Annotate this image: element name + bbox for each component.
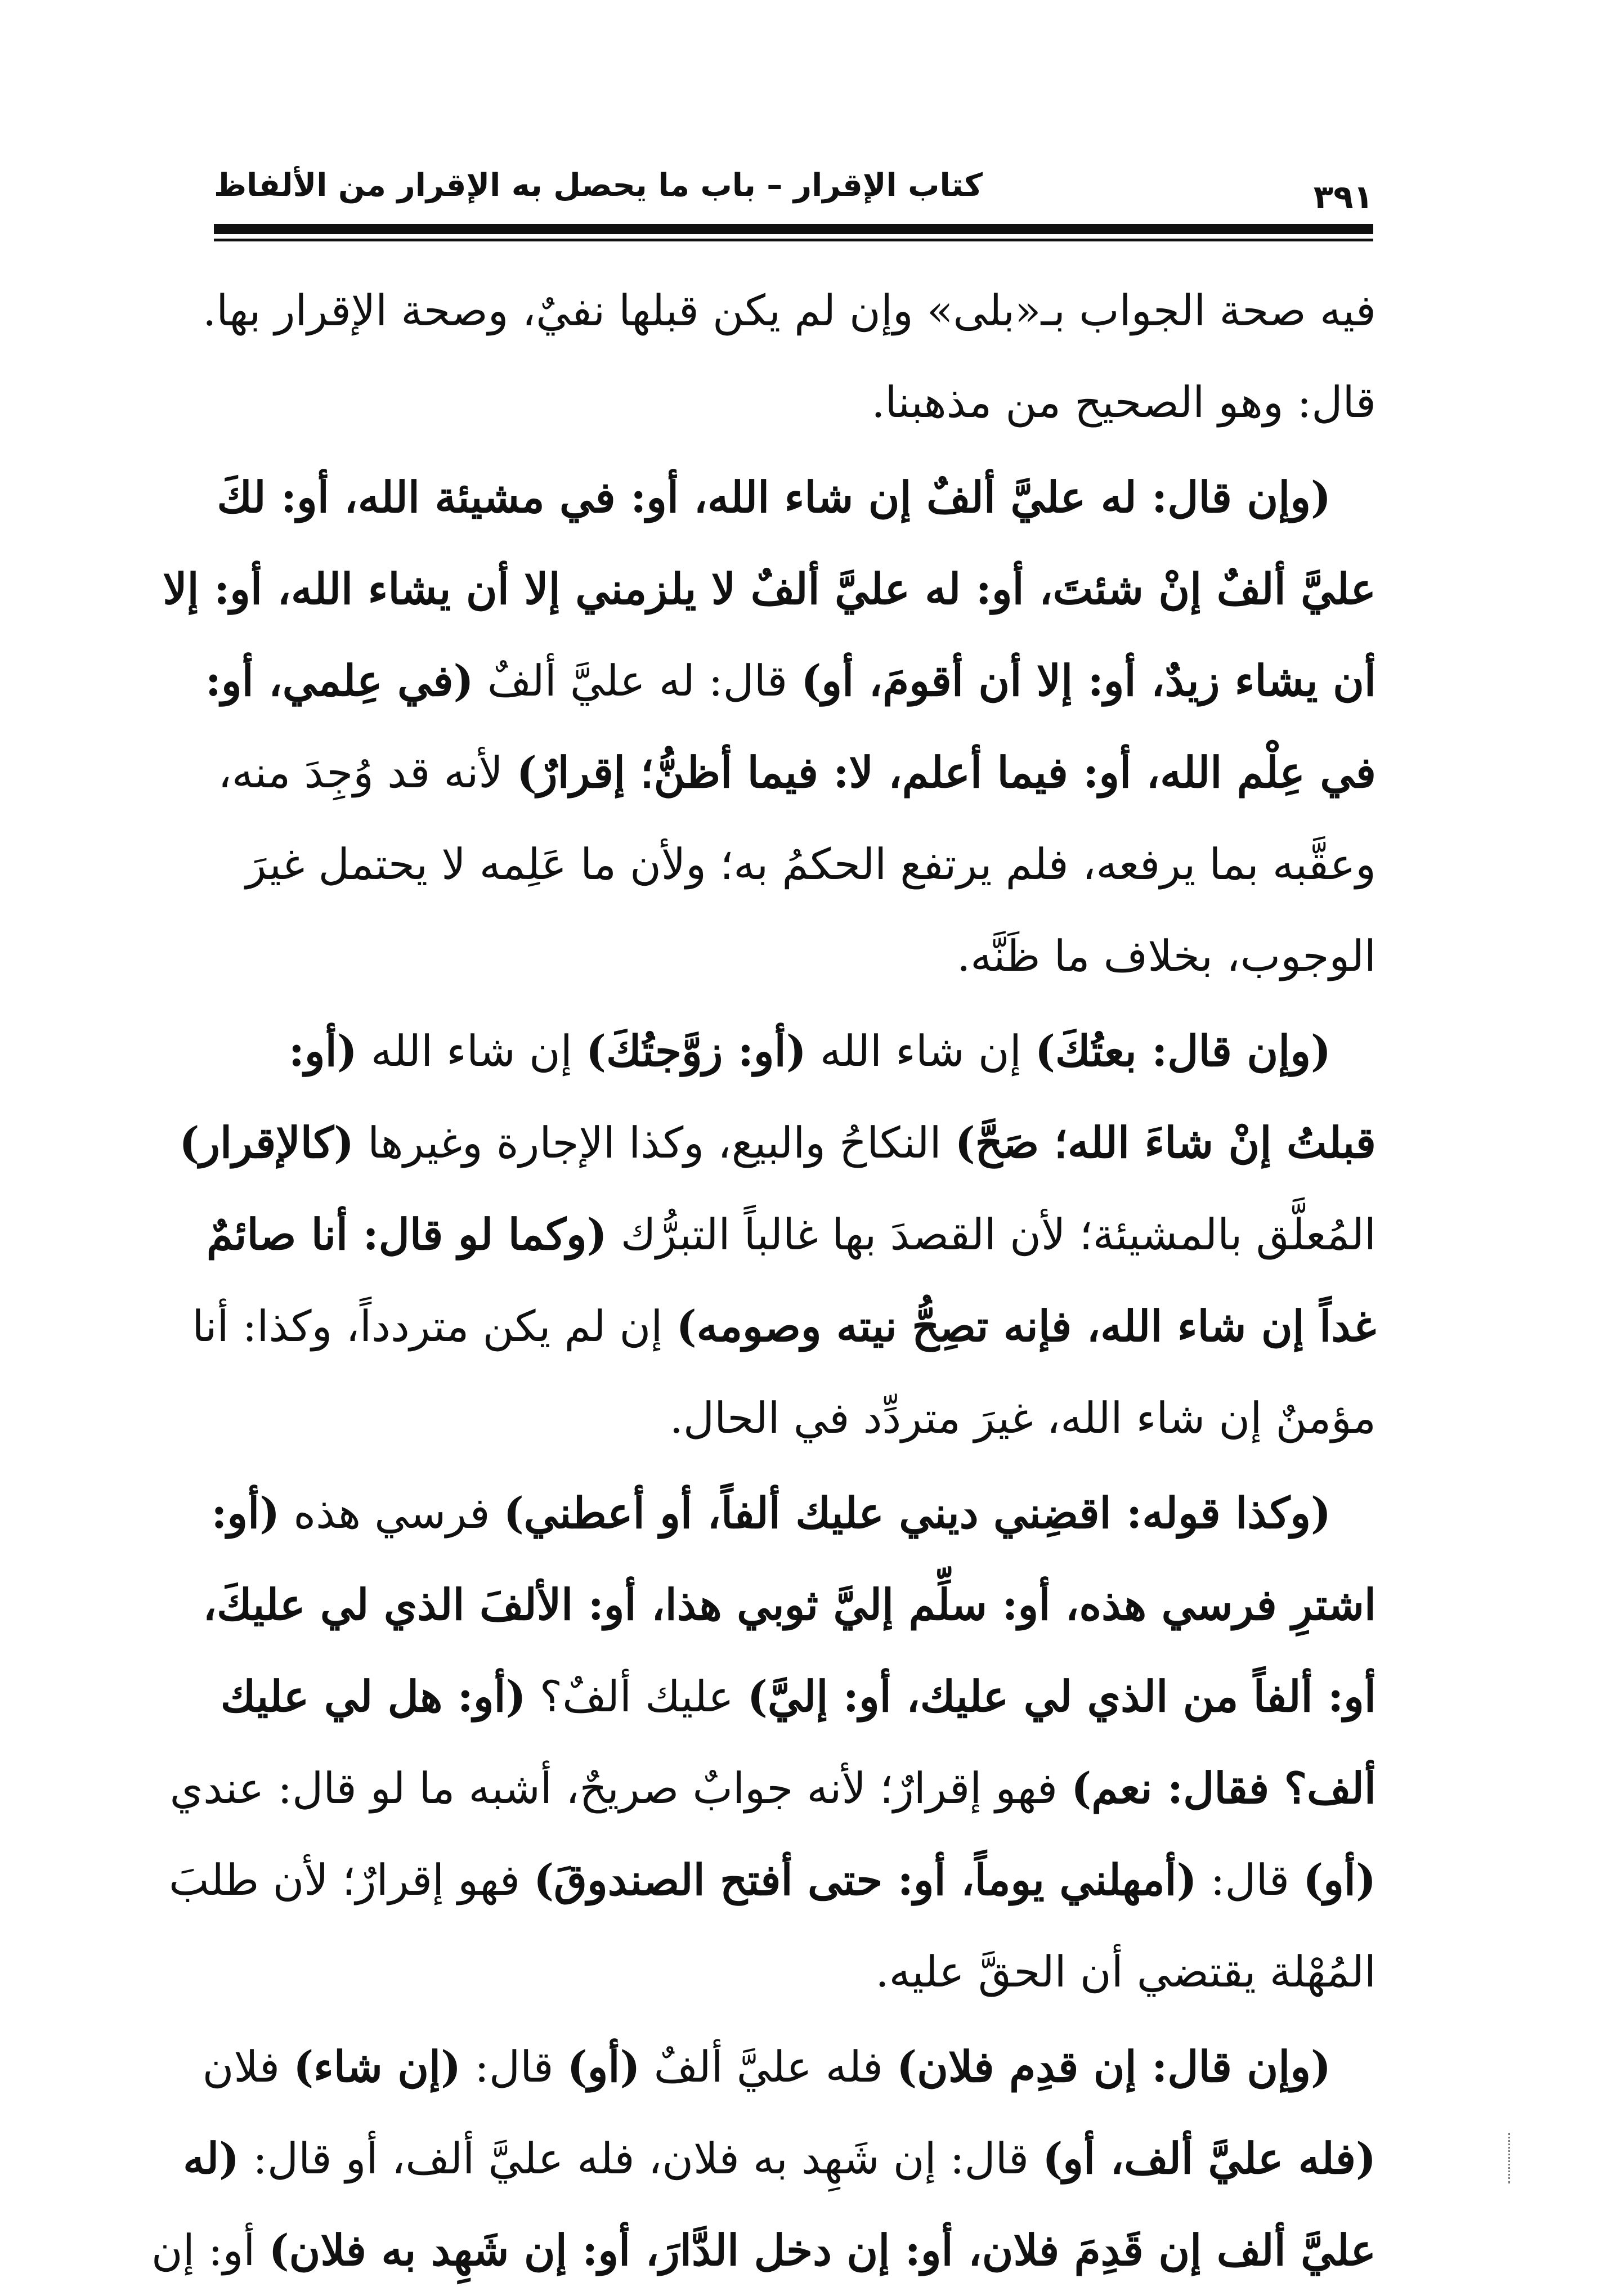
text-line (183, 2113, 1376, 2204)
matn-text: (في عِلمي، أو: (205, 656, 474, 706)
matn-text: عليَّ ألفٌ إنْ شئتَ، أو: له عليَّ ألفٌ لا يلزمني إلا أن يشاء الله، أو: إلا (163, 564, 1376, 614)
matn-text: أو: ألفاً من الذي لي عليك، أو: إليَّ) (747, 1671, 1376, 1721)
text-line (208, 818, 1376, 910)
text-line (208, 1926, 1376, 2017)
sharh-text: قال: وهو الصحيح من مذهبنا. (871, 377, 1376, 427)
header-rule-thin (214, 239, 1373, 241)
sharh-text: إن شاء الله (806, 1026, 1035, 1076)
text-line (208, 1651, 1376, 1742)
scan-mark (1508, 2133, 1513, 2183)
sharh-text: قال: إن شَهِد به فلان، فله عليَّ ألف، أو قال: (239, 2133, 1043, 2183)
matn-text: (وكذا قوله: اقضِني ديني عليك ألفاً، أو أعطني) (503, 1488, 1331, 1538)
sharh-text: لأنه قد وُجِدَ منه، (218, 747, 517, 797)
text-line (163, 543, 1376, 635)
text-line (205, 635, 1376, 727)
page-number: ٣٩١ (1313, 178, 1373, 216)
matn-text: غداً إن شاء الله، فإنه تصِحُّ نيته وصومه) (676, 1301, 1376, 1351)
matn-text: (فله عليَّ ألف، أو) (1042, 2133, 1376, 2183)
sharh-text: قال: (1197, 1855, 1303, 1905)
matn-text: ألف؟ فقال: نعم) (1071, 1763, 1376, 1813)
matn-text: (أو) (567, 2042, 640, 2092)
text-line (203, 1559, 1376, 1651)
sharh-text: المُعلَّق بالمشيئة؛ لأن القصدَ بها غالباً التبرُّك (607, 1209, 1376, 1259)
sharh-text: أو: إن (151, 2225, 269, 2275)
body-text (151, 264, 1376, 2296)
matn-text: (وإن قال: له عليَّ ألفٌ إن شاء الله، أو: في مشيئة الله، أو: لكَ (217, 472, 1331, 522)
page-header (214, 152, 1373, 214)
sharh-text: فلان (202, 2042, 294, 2092)
matn-text: (أو: (211, 1488, 280, 1538)
text-line (208, 910, 1376, 1002)
matn-text: (كالإقرار) (179, 1118, 354, 1168)
sharh-text: إن شاء الله (357, 1026, 586, 1076)
sharh-text: النكاحُ والبيع، وكذا الإجارة وغيرها (354, 1118, 955, 1168)
sharh-text: فله عليَّ ألفٌ (640, 2042, 897, 2092)
matn-text: (أمهلني يوماً، أو: حتى أفتح الصندوقَ) (534, 1855, 1197, 1905)
text-line (208, 1189, 1376, 1280)
header-rule-thick (214, 224, 1373, 234)
text-line (179, 1097, 1376, 1189)
matn-text: (إن شاء) (293, 2042, 462, 2092)
sharh-text: فهو إقرارٌ؛ لأنه جوابٌ صريحٌ، أشبه ما لو قال: عندي (169, 1763, 1072, 1813)
matn-text: (أو) (1303, 1855, 1376, 1905)
sharh-text: فرسي هذه (280, 1488, 504, 1538)
matn-text: قبلتُ إنْ شاءَ الله؛ صَحَّ) (955, 1118, 1376, 1168)
text-line (169, 1742, 1376, 1834)
matn-text: (أو: هل لي عليك (220, 1671, 526, 1721)
sharh-text: إن لم يكن متردداً، وكذا: أنا (192, 1301, 676, 1351)
matn-text: (أو: (288, 1026, 357, 1076)
matn-text: في عِلْم الله، أو: فيما أعلم، لا: فيما أظنُّ؛ إقرارٌ) (516, 747, 1376, 797)
matn-text: أن يشاء زيدٌ، أو: إلا أن أقومَ، أو) (801, 656, 1376, 706)
text-line (208, 1467, 1376, 1559)
matn-text: (وإن قال: إن قدِم فلان) (897, 2042, 1331, 2092)
matn-text: (له (183, 2133, 240, 2183)
text-line (169, 1834, 1376, 1926)
running-title: كتاب الإقرار – باب ما يحصل به الإقرار من الألفاظ (214, 167, 983, 204)
sharh-text: قال: له عليَّ ألفٌ (473, 656, 801, 706)
sharh-text: وعقَّبه بما يرفعه، فلم يرتفع الحكمُ به؛ ولأن ما عَلِمه لا يحتمل غيرَ (245, 839, 1376, 889)
matn-text: (وكما لو قال: أنا صائمٌ (206, 1209, 607, 1259)
sharh-text: مؤمنٌ إن شاء الله، غيرَ متردِّد في الحال. (669, 1393, 1376, 1443)
matn-text: عليَّ ألف إن قَدِمَ فلان، أو: إن دخل الدَّارَ، أو: إن شَهِد به فلان) (268, 2225, 1376, 2275)
text-line (208, 727, 1376, 818)
text-line (202, 2021, 1376, 2113)
sharh-text: فيه صحة الجواب بـ«بلى» وإن لم يكن قبلها نفيٌ، وصحة الإقرار بها. (203, 285, 1376, 335)
matn-text: (أو: زوَّجتُكَ) (586, 1026, 806, 1076)
matn-text: اشترِ فرسي هذه، أو: سلِّم إليَّ ثوبي هذا، أو: الألفَ الذي لي عليكَ، (203, 1580, 1376, 1630)
text-line (208, 451, 1376, 543)
text-line (192, 1280, 1376, 1372)
sharh-text: فهو إقرارٌ؛ لأن طلبَ (169, 1855, 534, 1905)
sharh-text: عليك ألفٌ؟ (526, 1671, 747, 1721)
matn-text: (وإن قال: بعتُكَ) (1034, 1026, 1331, 1076)
sharh-text: المُهْلة يقتضي أن الحقَّ عليه. (875, 1947, 1376, 1997)
text-line (203, 264, 1376, 356)
sharh-text: قال: (461, 2042, 567, 2092)
text-line (208, 1372, 1376, 1464)
text-line (208, 1005, 1376, 1097)
text-line (208, 356, 1376, 448)
sharh-text: الوجوب، بخلاف ما ظَنَّه. (957, 931, 1376, 981)
text-line (151, 2204, 1376, 2296)
